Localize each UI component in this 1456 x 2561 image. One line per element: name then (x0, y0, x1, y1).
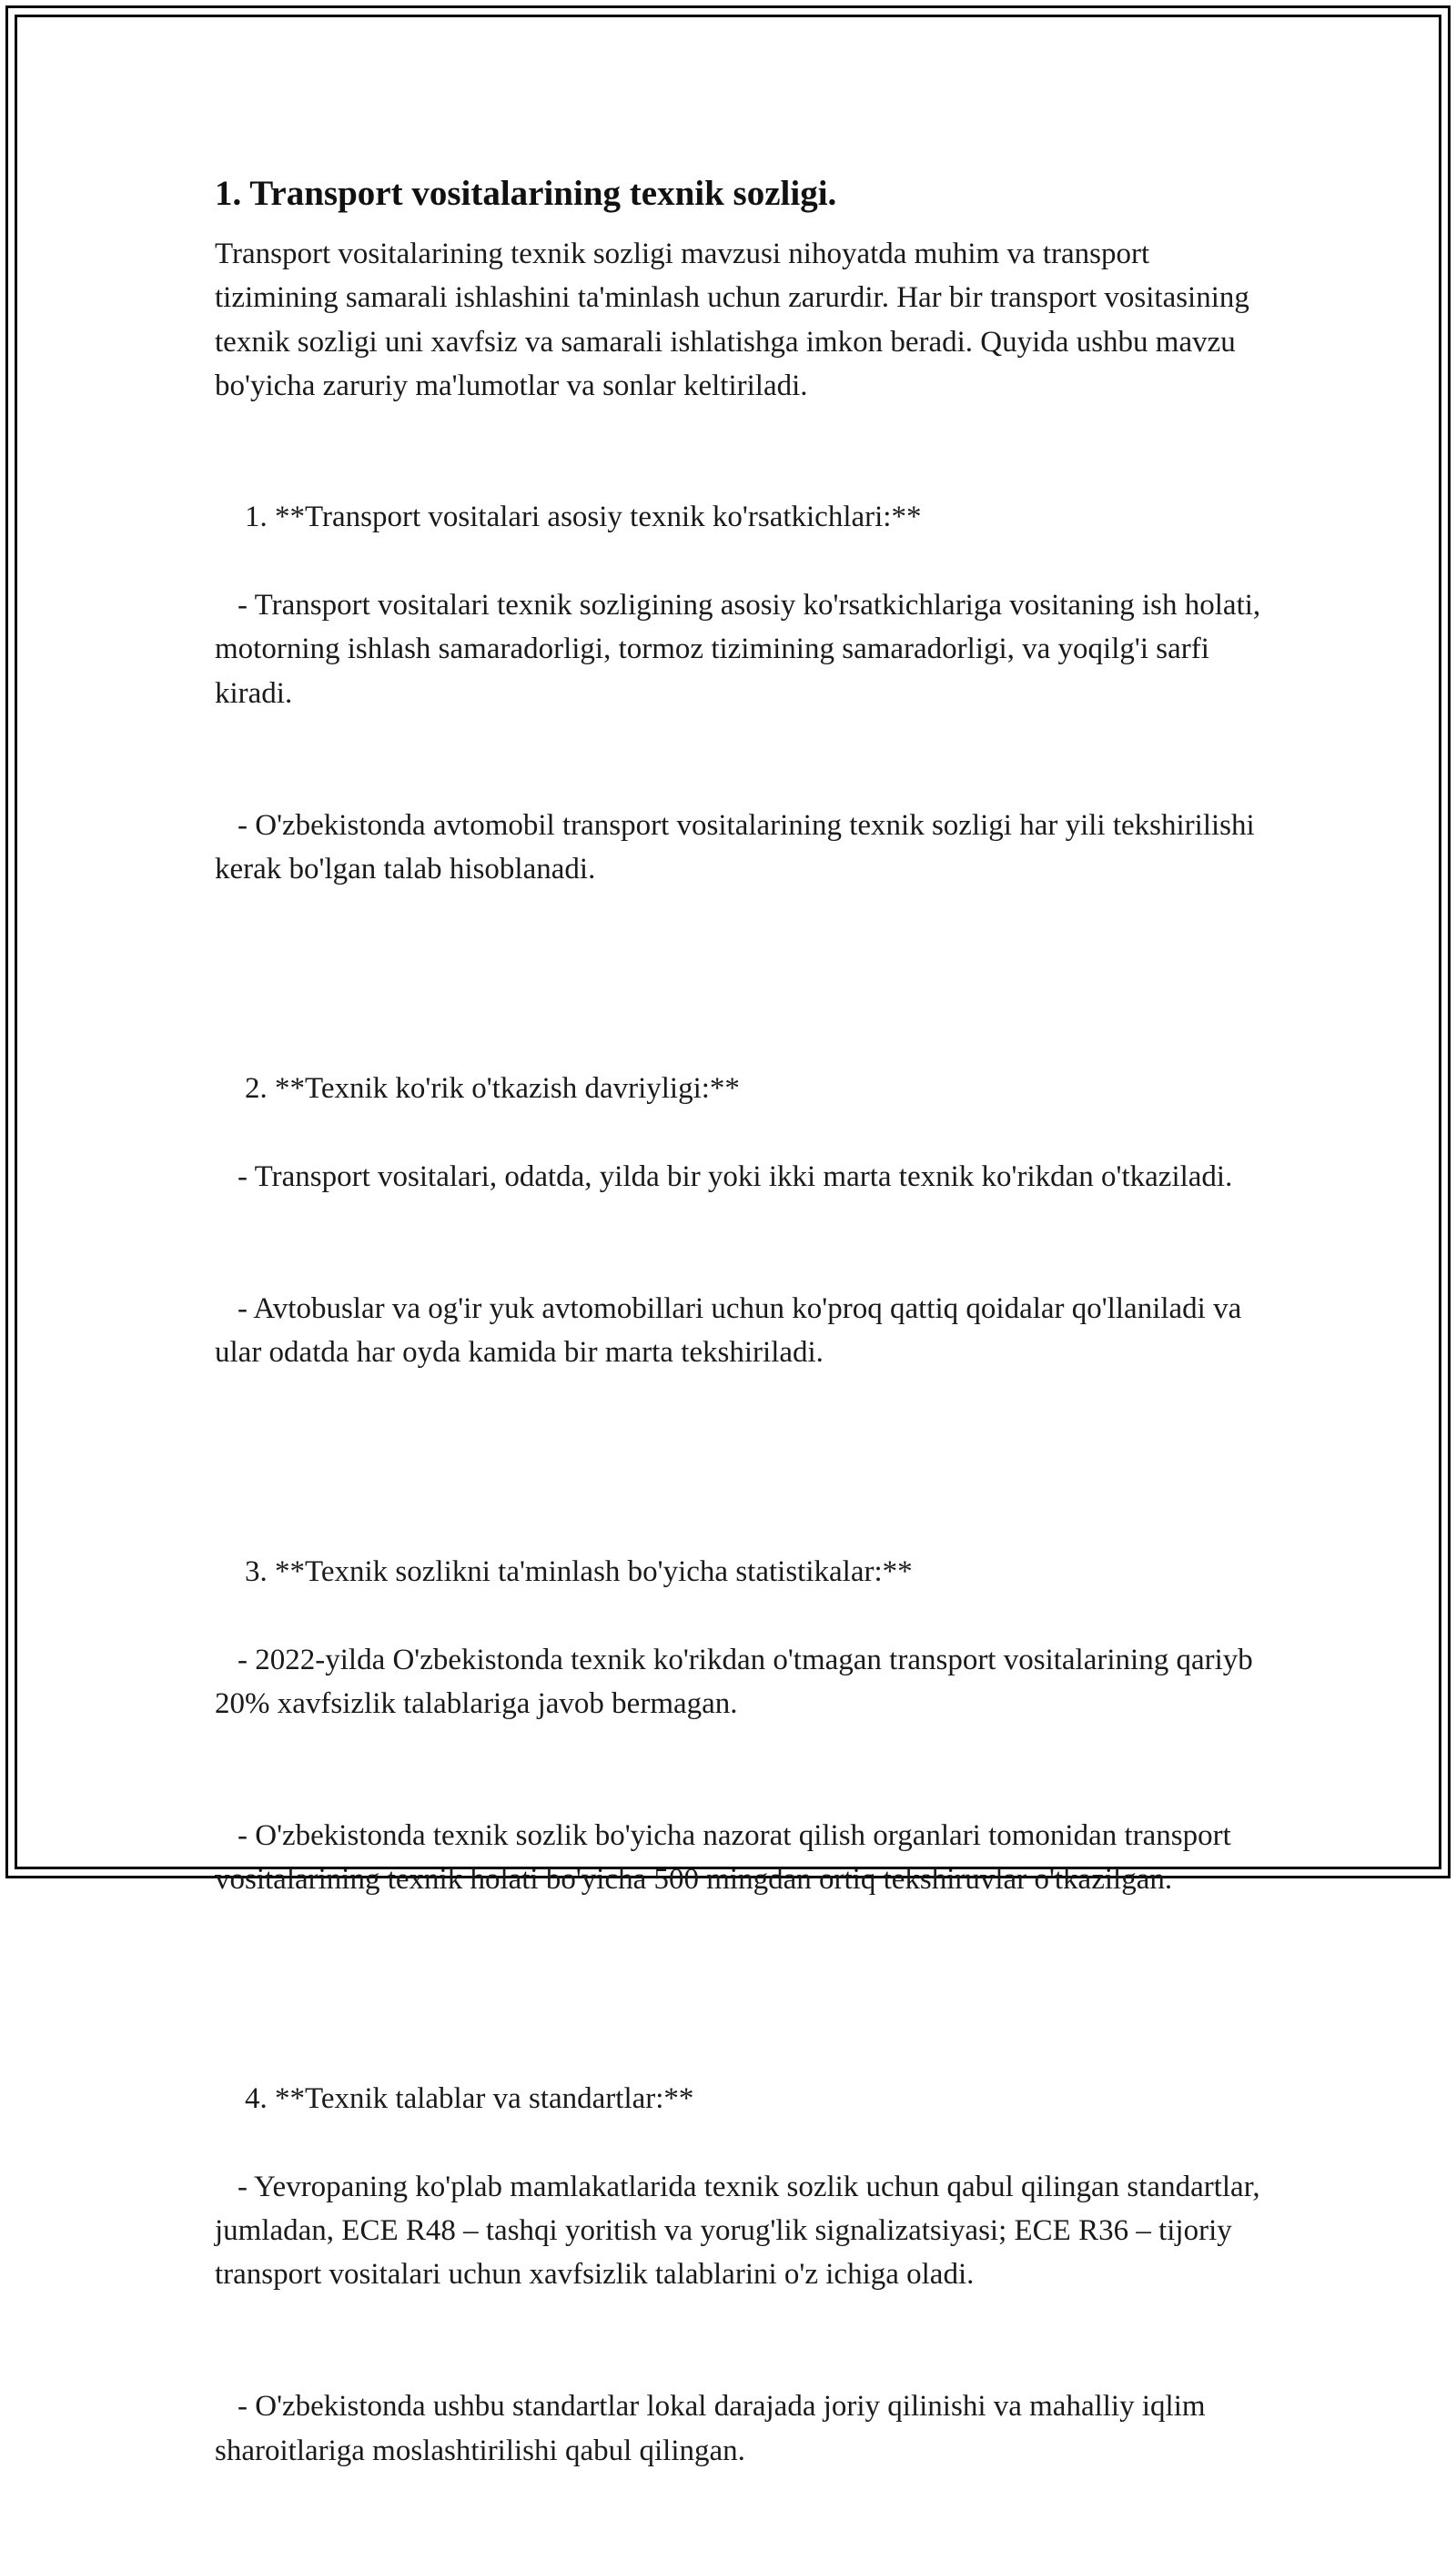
document-body (215, 168, 1270, 2561)
section-heading: 1. **Transport vositalari asosiy texnik ko'rsatkichlari:** (245, 501, 922, 534)
intro-paragraph: Transport vositalarining texnik sozligi mavzusi nihoyatda muhim va transport tizimining samarali ishlashini ta'minlash uchun zarurdir. Har bir transport vositasining texnik sozligi uni xavfsiz va samarali ishlatishga imkon beradi. Quyida ushbu mavzu bo'yicha zaruriy ma'lumotlar va sonlar keltiriladi. (215, 238, 1258, 402)
section-bullet: - 2022-yilda O'zbekistonda texnik ko'rikdan o'tmagan transport vositalarining qariyb 20% xavfsizlik talablariga javob bermagan. (215, 1643, 1260, 1720)
section-heading: 3. **Texnik sozlikni ta'minlash bo'yicha statistikalar:** (245, 1555, 913, 1589)
section-bullet: - Avtobuslar va og'ir yuk avtomobillari uchun ko'proq qattiq qoidalar qo'llaniladi va ular odatda har oyda kamida bir marta tekshiriladi. (215, 1291, 1249, 1369)
section-2 (215, 1023, 1270, 1463)
section-1 (215, 451, 1270, 979)
section-bullet: - Transport vositalari, odatda, yilda bir yoki ikki marta texnik ko'rikdan o'tkaziladi. (238, 1159, 1233, 1193)
section-bullet: - O'zbekistonda texnik sozlik bo'yicha nazorat qilish organlari tomonidan transport vositalarining texnik holati bo'yicha 500 mingdan ortiq tekshiruvlar o'tkazilgan. (215, 1818, 1239, 1897)
section-bullet: - O'zbekistonda avtomobil transport vositalarining texnik sozligi har yili tekshirilishi kerak bo'lgan talab hisoblanadi. (215, 808, 1262, 886)
document-title: 1. Transport vositalarining texnik sozligi. (215, 174, 837, 213)
section-bullet: - Yevropaning ko'plab mamlakatlarida texnik sozlik uchun qabul qilingan standartlar, jumladan, ECE R48 – tashqi yoritish va yorug'lik signalizatsiyasi; ECE R36 – tijoriy transport vositalari uchun xavfsizlik talablarini o'z ichiga oladi. (215, 2170, 1268, 2292)
section-bullet: - Transport vositalari texnik sozligining asosiy ko'rsatkichlariga vositaning ish holati, motorning ishlash samaradorligi, tormoz tizimining samaradorligi, va yoqilg'i sarfi kiradi. (215, 589, 1269, 710)
section-3 (215, 1506, 1270, 1989)
section-4 (215, 2033, 1270, 2561)
section-heading: 4. **Texnik talablar va standartlar:** (245, 2082, 694, 2116)
section-bullet: - O'zbekistonda ushbu standartlar lokal darajada joriy qilinishi va mahalliy iqlim sharoitlariga moslashtirilishi qabul qilingan. (215, 2390, 1213, 2467)
section-heading: 2. **Texnik ko'rik o'tkazish davriyligi:** (245, 1072, 740, 1106)
